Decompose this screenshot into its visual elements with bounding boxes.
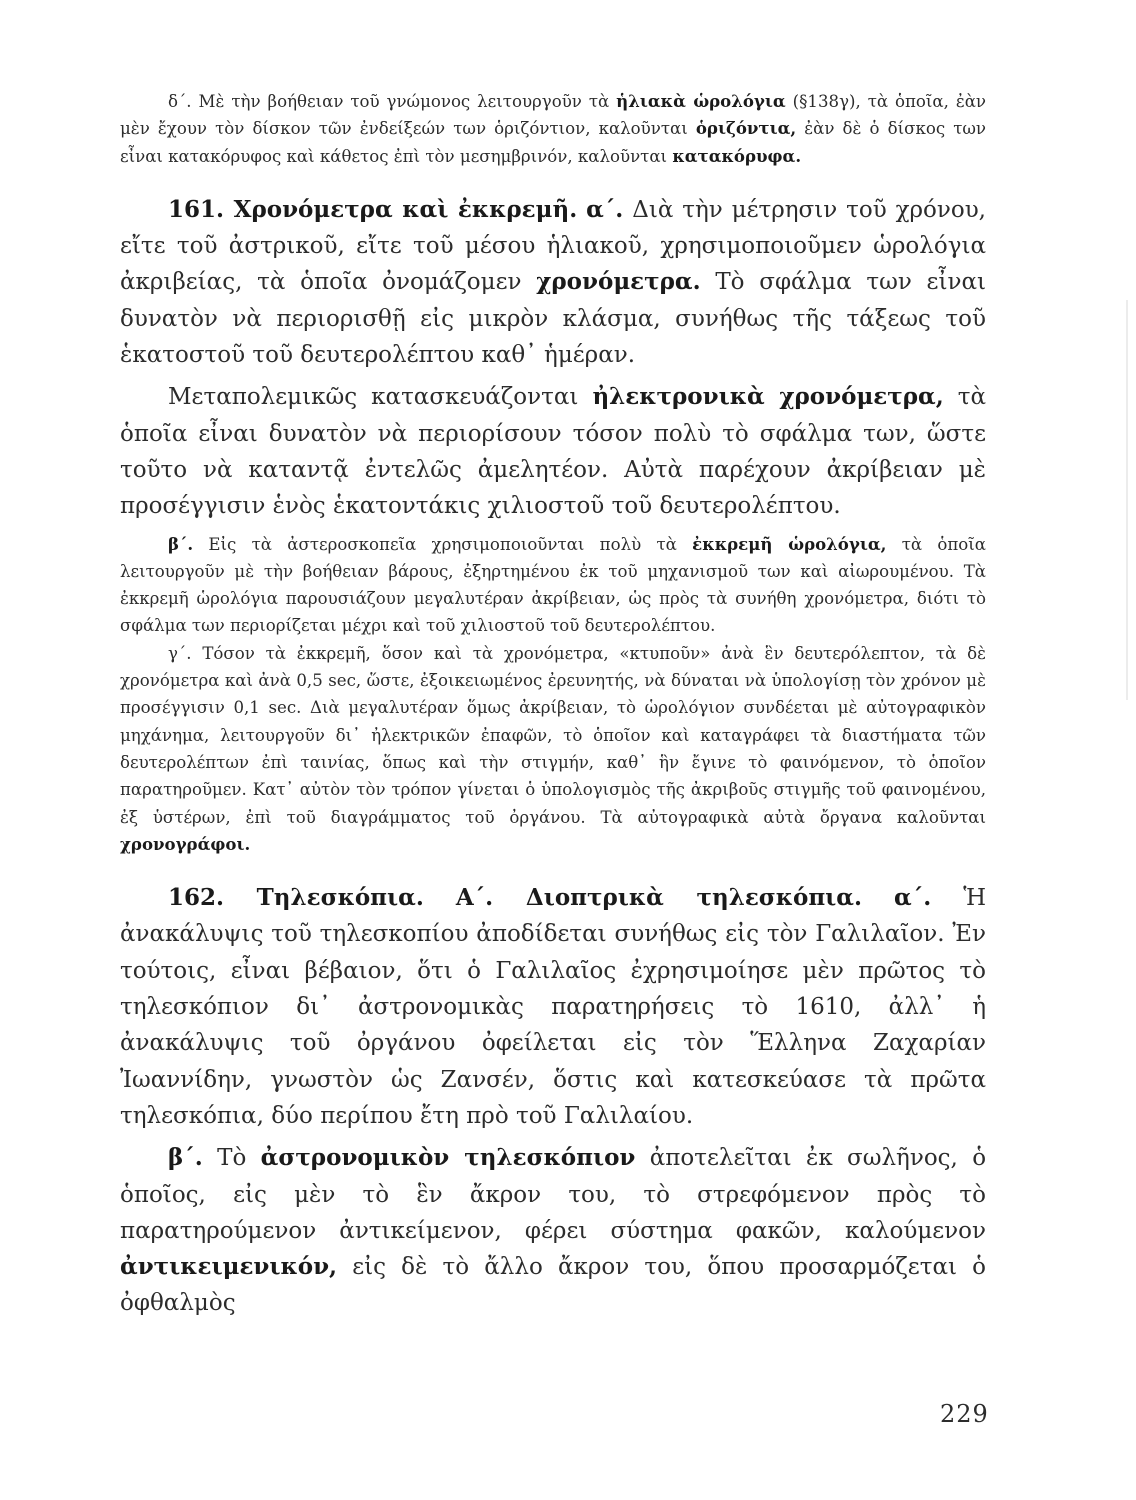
beta-text-2: τὰ ὁποῖα λειτουργοῦν μὲ τὴν βοήθειαν βάρους, ἐξηρτημένου ἐκ τοῦ μηχανισμοῦ των καὶ αἰωρουμένου. Τὰ ἐκκρεμῆ ὡρολόγια παρουσιάζουν μεγαλυτέραν ἀκρίβειαν, ὡς πρὸς τὰ συνήθη χρονόμετρα, διότι τὸ σφάλμα των περιορίζεται μέχρι καὶ τοῦ χιλιοστοῦ τοῦ δευτερολέπτου. xyxy=(120,534,987,636)
section-162-heading: 162. Τηλεσκόπια. xyxy=(168,884,424,912)
term-objective: ἀντικειμενικόν, xyxy=(120,1253,338,1281)
section-162-paragraph-beta xyxy=(120,1140,986,1321)
para-delta-text-3: ἐὰν δὲ ὁ δίσκος των εἶναι κατακόρυφος καὶ κάθετος ἐπὶ τὸν μεσημβρινόν, καλοῦνται xyxy=(120,119,987,166)
section-161-p2-text-1: Μεταπολεμικῶς κατασκευάζονται xyxy=(168,384,579,411)
term-pendulum-clocks: ἐκκρεμῆ ὡρολόγια, xyxy=(692,533,887,554)
para-delta-label: δ΄. xyxy=(168,92,192,111)
section-162-beta-label: β΄. xyxy=(168,1144,203,1172)
beta-text-1: Εἰς τὰ ἀστεροσκοπεῖα χρησιμοποιοῦνται πολὺ τὰ xyxy=(208,534,677,554)
page-number: 229 xyxy=(940,1400,989,1428)
section-162-beta-text-3: εἰς δὲ τὸ ἄλλο ἄκρον του, ὅπου προσαρμόζεται ὁ ὀφθαλμὸς xyxy=(120,1254,987,1317)
section-162-subheading: Α΄. Διοπτρικὰ τηλεσκόπια. xyxy=(455,884,863,912)
term-horizontal: ὁριζόντια, xyxy=(695,118,797,139)
paragraph-delta xyxy=(120,88,986,170)
section-162-beta-text-2: ἀποτελεῖται ἐκ σωλῆνος, ὁ ὁποῖος, εἰς μὲν τὸ ἓν ἄκρον του, τὸ στρεφόμενον πρὸς τὸ παρατηρούμενον ἀντικείμενον, φέρει σύστημα φακῶν, καλούμενον xyxy=(120,1145,987,1244)
section-161-paragraph-gamma xyxy=(120,640,986,858)
term-chronometers: χρονόμετρα. xyxy=(536,268,701,296)
section-161-text-2: Τὸ σφάλμα των εἶναι δυνατὸν νὰ περιορισθῇ εἰς μικρὸν κλάσμα, συνήθως τῆς τάξεως τοῦ ἑκατοστοῦ τοῦ δευτερολέπτου καθ᾽ ἡμέραν. xyxy=(120,269,987,369)
para-delta-text-1: Μὲ τὴν βοήθειαν τοῦ γνώμονος λειτουργοῦν τὰ xyxy=(198,92,610,111)
term-vertical: κατακόρυφα. xyxy=(672,145,802,166)
term-chronographs: χρονογράφοι. xyxy=(120,833,251,854)
section-162-text-1: Ἡ ἀνακάλυψις τοῦ τηλεσκοπίου ἀποδίδεται συνήθως εἰς τὸν Γαλιλαῖον. Ἐν τούτοις, εἶναι βέβαιον, ὅτι ὁ Γαλιλαῖος ἐχρησιμοίησε μὲν πρῶτος τὸ τηλεσκόπιον δι᾽ ἀστρονομικὰς παρατηρήσεις τὸ 1610, ἀλλ᾽ ἡ ἀνακάλυψις τοῦ ὀργάνου ὀφείλεται εἰς τὸν Ἕλληνα Ζαχαρίαν Ἰωαννίδην, γνωστὸν ὡς Ζανσέν, ὅστις καὶ κατεσκεύασε τὰ πρῶτα τηλεσκόπια, δύο περίπου ἔτη πρὸ τοῦ Γαλιλαίου. xyxy=(120,885,987,1129)
book-page xyxy=(120,88,986,1322)
term-solar-clocks: ἡλιακὰ ὡρολόγια xyxy=(616,91,786,111)
section-162-beta-text-1: Τὸ xyxy=(217,1145,247,1172)
section-161-paragraph-beta xyxy=(120,531,986,640)
section-161-paragraph-2 xyxy=(120,379,986,524)
section-161-p2-text-2: τὰ ὁποῖα εἶναι δυνατὸν νὰ περιορίσουν τόσον πολὺ τὸ σφάλμα των, ὥστε τοῦτο νὰ καταντᾷ ἐντελῶς ἀμελητέον. Αὐτὰ παρέχουν ἀκρίβειαν μὲ προσέγγισιν ἑνὸς ἑκατοντάκις χιλιοστοῦ τοῦ δευτερολέπτου. xyxy=(120,384,987,520)
gamma-text-1: Τόσον τὰ ἐκκρεμῆ, ὅσον καὶ τὰ χρονόμετρα, «κτυποῦν» ἀνὰ ἓν δευτερόλεπτον, τὰ δὲ χρονόμετρα καὶ ἀνὰ 0,5 sec, ὥστε, ἐξοικειωμένος ἐρευνητής, νὰ δύναται νὰ ὑπολογίσῃ τὸν χρόνον μὲ προσέγγισιν 0,1 sec. Διὰ μεγαλυτέραν ὅμως ἀκρίβειαν, τὸ ὡρολόγιον συνδέεται μὲ αὐτογραφικὸν μηχάνημα, λειτουργοῦν δι᾽ ἠλεκτρικῶν ἐπαφῶν, τὸ ὁποῖον καὶ καταγράφει τὰ διαστήματα τῶν δευτερολέπτων ἐπὶ ταινίας, ὅπως καὶ τὴν στιγμήν, καθ᾽ ἣν ἔγινε τὸ φαινόμενον, τὸ ὁποῖον παρατηροῦμεν. Κατ᾽ αὐτὸν τὸν τρόπον γίνεται ὁ ὑπολογισμὸς τῆς ἀκριβοῦς στιγμῆς τοῦ φαινομένου, ἐξ ὑστέρων, ἐπὶ τοῦ διαγράμματος τοῦ ὀργάνου. Τὰ αὐτογραφικὰ αὐτὰ ὄργανα καλοῦνται xyxy=(120,643,987,827)
section-161-text-1: Διὰ τὴν μέτρησιν τοῦ χρόνου, εἴτε τοῦ ἀστρικοῦ, εἴτε τοῦ μέσου ἡλιακοῦ, χρησιμοποιοῦμεν ὡρολόγια ἀκριβείας, τὰ ὁποῖα ὀνομάζομεν xyxy=(120,196,986,296)
term-electronic-chronometers: ἠλεκτρονικὰ χρονόμετρα, xyxy=(592,383,944,411)
term-astronomical-telescope: ἀστρονομικὸν τηλεσκόπιον xyxy=(260,1144,636,1172)
section-161-alpha-label: α΄. xyxy=(586,195,624,223)
section-161-paragraph-1 xyxy=(120,192,986,373)
section-162-alpha-label: α΄. xyxy=(894,884,932,912)
scan-edge-shadow xyxy=(1126,300,1128,700)
beta-label: β΄. xyxy=(168,533,194,554)
section-161-heading: 161. Χρονόμετρα καὶ ἐκκρεμῆ. xyxy=(168,195,578,223)
para-delta-text-2: (§138γ), τὰ ὁποῖα, ἐὰν μὲν ἔχουν τὸν δίσκον τῶν ἐνδείξεών των ὁριζόντιον, καλοῦνται xyxy=(120,92,987,139)
section-162-paragraph-1 xyxy=(120,880,986,1134)
gamma-label: γ΄. xyxy=(168,643,192,663)
